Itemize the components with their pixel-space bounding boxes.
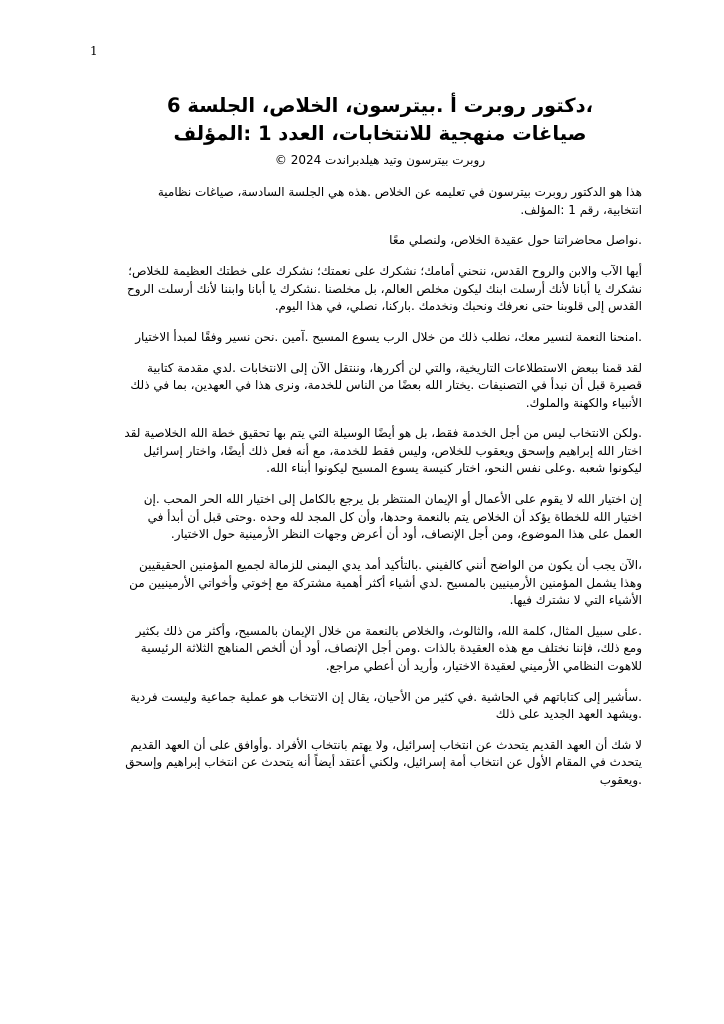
paragraph: لا شك أن العهد القديم يتحدث عن انتخاب إسرائيل، ولا يهتم بانتخاب الأفراد .وأوافق على أن العهد القديم يتحدث في المقام الأول عن انتخاب أمة إسرائيل، ولكني أعتقد أيضاً أنه يتحدث عن انتخاب إبراهيم وإسحق .ويعقوب bbox=[125, 737, 642, 787]
page-number: 1 bbox=[90, 44, 98, 58]
paragraph: هذا هو الدكتور روبرت بيترسون في تعليمه عن الخلاص .هذه هي الجلسة السادسة، صياغات نظامية انتخابية، رقم 1 :المؤلف. bbox=[157, 185, 642, 217]
paragraph: .نواصل محاضراتنا حول عقيدة الخلاص، ولنصلي معًا bbox=[389, 233, 642, 248]
copyright-line: روبرت بيترسون وتيد هيلدبراندت 2024 © bbox=[274, 153, 486, 167]
document-content bbox=[118, 92, 642, 803]
paragraph: .ولكن الانتخاب ليس من أجل الخدمة فقط، بل هو أيضًا الوسيلة التي يتم بها تحقيق خطة الله الخلاصية لقد اختار الله إبراهيم وإسحق ويعقوب للخلاص، وليس فقط للخدمة، مع أنه فعل ذلك أيضًا، واختار إسرائيل ليكونوا شعبه .وعلى نفس النحو، اختار كنيسة يسوع المسيح ليكونوا أبناء الله. bbox=[124, 426, 642, 476]
title-line-1: ،دكتور روبرت أ .بيترسون، الخلاص، الجلسة 6 bbox=[167, 94, 593, 117]
title-line-2: صياغات منهجية للانتخابات، العدد 1 :المؤلف bbox=[173, 122, 587, 145]
document-title bbox=[118, 92, 642, 148]
paragraph: .سأشير إلى كتاباتهم في الحاشية .في كثير من الأحيان، يقال إن الانتخاب هو عملية جماعية وليست فردية .ويشهد العهد الجديد على ذلك bbox=[130, 689, 642, 722]
paragraph: ،الآن يجب أن يكون من الواضح أنني كالفيني .بالتأكيد أمد يدي اليمنى للزمالة لجميع المؤمنين الحقيقيين وهذا يشمل المؤمنين الأرمينيين بالمسيح .لدي أشياء أكثر أهمية مشتركة مع إخوتي وأخواتي الأرمينيين من الأشياء التي لا نشترك فيها. bbox=[129, 558, 642, 608]
paragraph: إن اختيار الله لا يقوم على الأعمال أو الإيمان المنتظر بل يرجع بالكامل إلى اختيار الله الحر المحب .إن اختيار الله للخطاة يؤكد أن الخلاص يتم بالنعمة وحدها، وأن كل المجد لله وحده .وحتى قبل أن أبدأ في العمل على هذا الموضوع، ومن أجل الإنصاف، أود أن أعرض وجهات النظر الأرمينية حول الاختيار. bbox=[143, 492, 642, 542]
document-body bbox=[118, 184, 642, 789]
paragraph: .امنحنا النعمة لنسير معك، نطلب ذلك من خلال الرب يسوع المسيح .آمين .نحن نسير وفقًا لمبدأ الاختيار bbox=[135, 329, 642, 344]
paragraph: لقد قمنا ببعض الاستطلاعات التاريخية، والتي لن أكررها، وننتقل الآن إلى الانتخابات .لدي مقدمة كتابية قصيرة قبل أن نبدأ في التصنيفات .يختار الله بعضًا من الناس للخدمة، ونرى هذا في العهدين، بما في ذلك الأنبياء والكهنة والملوك. bbox=[130, 360, 642, 410]
paragraph: .على سبيل المثال، كلمة الله، والثالوث، والخلاص بالنعمة من خلال الإيمان بالمسيح، وأكثر من ذلك بكثير ومع ذلك، فإننا نختلف مع هذه العقيدة بالذات .ومن أجل الإنصاف، أود أن ألخص المناهج الثلاثة الرئيسية للاهوت النظامي الأرميني لعقيدة الاختيار، وأريد أن أعطي مراجع. bbox=[135, 623, 642, 673]
paragraph: أيها الآب والابن والروح القدس، ننحني أمامك؛ نشكرك على نعمتك؛ نشكرك على خطتك العظيمة للخلاص؛ نشكرك يا أبانا لأنك أرسلت ابنك ليكون مخلص العالم، بل مخلصنا .نشكرك يا أبانا وابننا لأنك أرسلت الروح القدس إلى قلوبنا حتى نعرفك ونحبك ونخدمك .باركنا، نصلي، في هذا اليوم. bbox=[126, 264, 642, 314]
